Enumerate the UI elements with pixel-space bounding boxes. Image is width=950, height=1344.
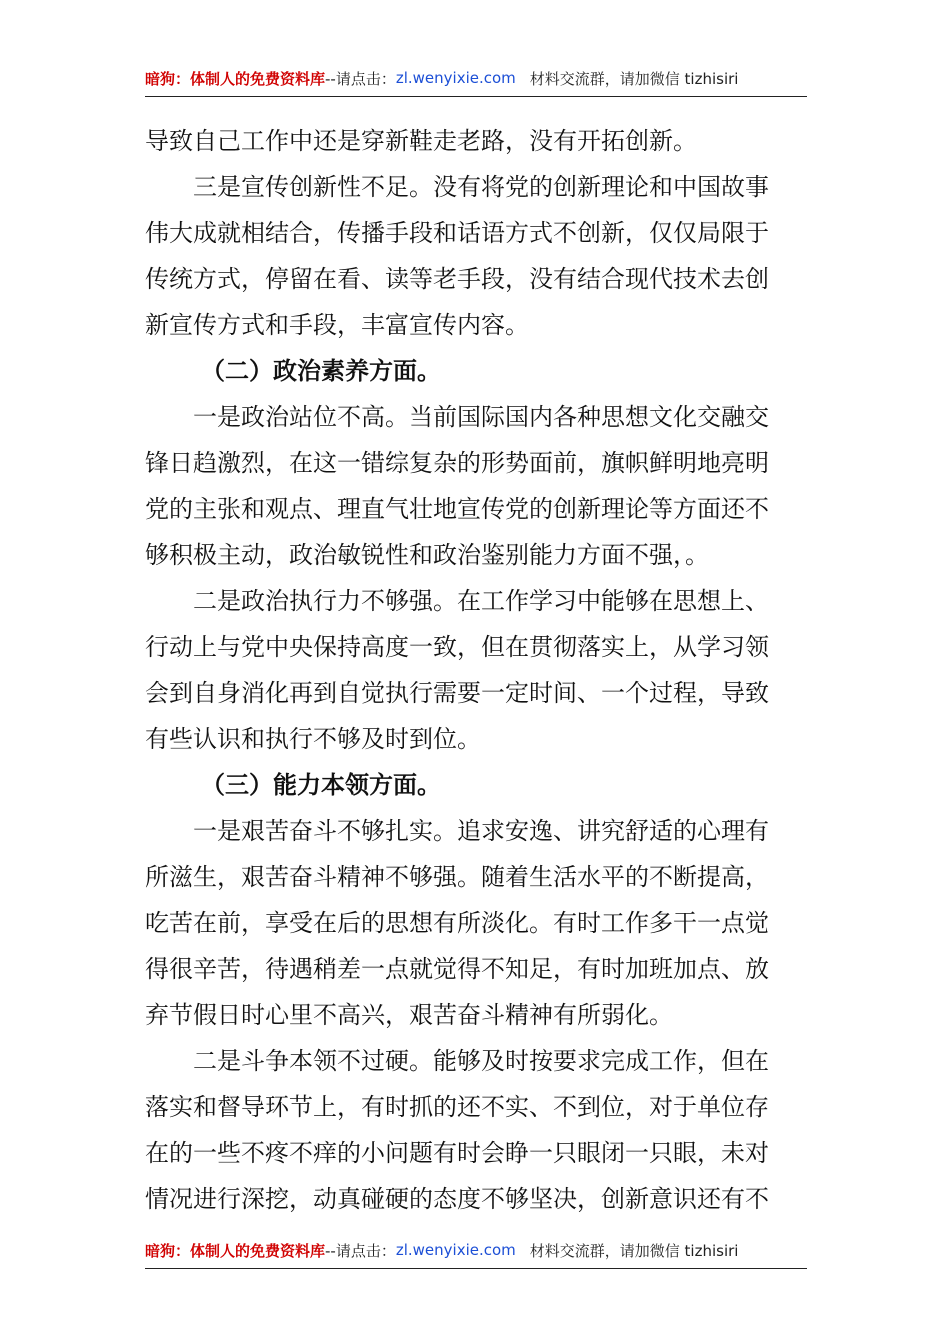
text-line: 锋日趋激烈，在这一错综复杂的形势面前，旗帜鲜明地亮明: [145, 449, 769, 477]
text-line: 够积极主动，政治敏锐性和政治鉴别能力方面不强，。: [145, 541, 709, 569]
text-line: 得很辛苦，待遇稍差一点就觉得不知足，有时加班加点、放: [145, 955, 769, 983]
section-heading: （三）能力本领方面。: [201, 770, 441, 799]
banner-url-link[interactable]: zl.wenyixie.com: [395, 69, 516, 87]
paragraph-start: 二是政治执行力不够强。在工作学习中能够在思想上、: [193, 587, 769, 615]
text-line: 吃苦在前，享受在后的思想有所淡化。有时工作多干一点觉: [145, 909, 769, 937]
banner-url-link[interactable]: zl.wenyixie.com: [395, 1241, 516, 1259]
banner-brand: 暗狗：体制人的免费资料库: [145, 1241, 326, 1260]
text-line: 在的一些不疼不痒的小问题有时会睁一只眼闭一只眼，未对: [145, 1139, 769, 1167]
banner-group-note: 材料交流群，请加微信 tizhisiri: [529, 1241, 739, 1260]
paragraph-start: 二是斗争本领不过硬。能够及时按要求完成工作，但在: [193, 1047, 769, 1075]
banner-brand: 暗狗：体制人的免费资料库: [145, 69, 326, 88]
text-line: 导致自己工作中还是穿新鞋走老路，没有开拓创新。: [145, 127, 697, 155]
paragraph-start: 三是宣传创新性不足。没有将党的创新理论和中国故事: [193, 173, 769, 201]
paragraph-start: 一是艰苦奋斗不够扎实。追求安逸、讲究舒适的心理有: [193, 817, 769, 845]
text-line: 新宣传方式和手段，丰富宣传内容。: [145, 311, 529, 339]
text-line: 有些认识和执行不够及时到位。: [145, 725, 481, 753]
paragraph-start: 一是政治站位不高。当前国际国内各种思想文化交融交: [193, 403, 769, 431]
document-body: [145, 118, 807, 1222]
banner-click-prompt: --请点击：: [325, 1241, 396, 1260]
header-banner: [145, 66, 807, 97]
banner-click-prompt: --请点击：: [325, 69, 396, 88]
text-line: 弃节假日时心里不高兴，艰苦奋斗精神有所弱化。: [145, 1001, 673, 1029]
text-line: 落实和督导环节上，有时抓的还不实、不到位，对于单位存: [145, 1093, 769, 1121]
text-line: 会到自身消化再到自觉执行需要一定时间、一个过程，导致: [145, 679, 769, 707]
footer-banner: [145, 1238, 807, 1269]
text-line: 所滋生，艰苦奋斗精神不够强。随着生活水平的不断提高，: [145, 863, 769, 891]
text-line: 情况进行深挖，动真碰硬的态度不够坚决，创新意识还有不: [145, 1185, 769, 1213]
text-line: 行动上与党中央保持高度一致，但在贯彻落实上，从学习领: [145, 633, 769, 661]
section-heading: （二）政治素养方面。: [201, 356, 441, 385]
text-line: 传统方式，停留在看、读等老手段，没有结合现代技术去创: [145, 265, 769, 293]
text-line: 党的主张和观点、理直气壮地宣传党的创新理论等方面还不: [145, 495, 769, 523]
banner-group-note: 材料交流群，请加微信 tizhisiri: [529, 69, 739, 88]
text-line: 伟大成就相结合，传播手段和话语方式不创新，仅仅局限于: [145, 219, 769, 247]
